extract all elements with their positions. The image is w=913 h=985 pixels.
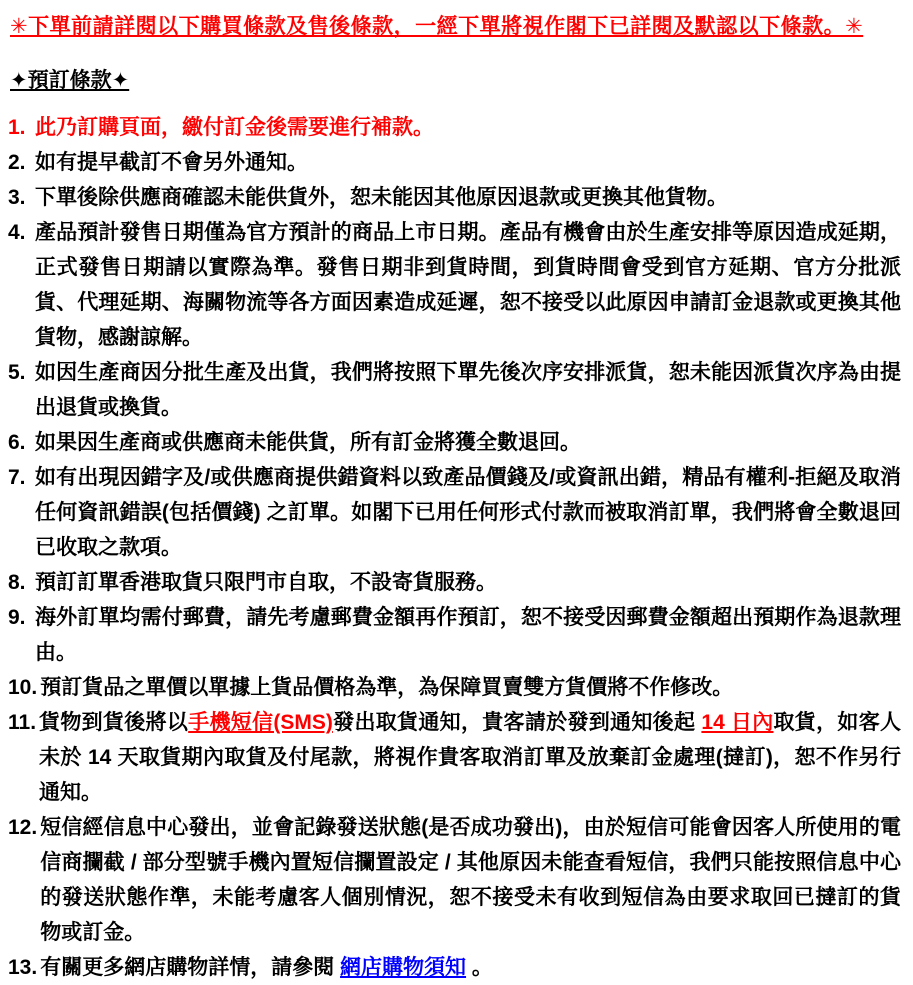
term-text-segment: 如果因生產商或供應商未能供貨，所有訂金將獲全數退回。 — [35, 431, 581, 454]
term-number: 1. — [8, 116, 26, 139]
term-text — [35, 110, 901, 145]
section-title-preorder-terms: ✦預訂條款✦ — [10, 69, 130, 92]
term-text — [40, 810, 901, 950]
term-number: 12. — [8, 816, 38, 839]
term-text-segment: 預訂訂單香港取貨只限門市自取，不設寄貨服務。 — [35, 571, 497, 594]
term-text — [40, 670, 901, 705]
terms-item-5 — [8, 355, 901, 425]
term-number: 2. — [8, 151, 26, 174]
term-text-segment: 貨物到貨後將以 — [39, 711, 189, 734]
terms-item-3 — [8, 180, 901, 215]
term-text-segment: 此乃訂購頁面，繳付訂金後需要進行補款。 — [35, 116, 434, 139]
term-number: 4. — [8, 221, 26, 244]
terms-item-4 — [8, 215, 901, 355]
term-text — [35, 565, 901, 600]
term-text-segment: 短信經信息中心發出，並會記錄發送狀態(是否成功發出)，由於短信可能會因客人所使用的電信商攔截 / 部分型號手機內置短信攔置設定 / 其他原因未能查看短信，我們只能按照信息中心的發送狀態作準，未能考慮客人個別情況，恕不接受未有收到短信為由要求取回已撻訂的貨物或訂金。 — [40, 816, 901, 944]
term-text — [40, 950, 901, 985]
terms-item-2 — [8, 145, 901, 180]
term-number: 8. — [8, 571, 26, 594]
terms-item-12 — [8, 810, 901, 950]
term-text — [35, 145, 901, 180]
term-text-segment: 下單後除供應商確認未能供貨外，恕未能因其他原因退款或更換其他貨物。 — [35, 186, 728, 209]
term-number: 5. — [8, 361, 26, 384]
term-text-segment: 如因生產商因分批生產及出貨，我們將按照下單先後次序安排派貨，恕未能因派貨次序為由提出退貨或換貨。 — [35, 361, 901, 419]
terms-item-6 — [8, 425, 901, 460]
term-text — [35, 215, 901, 355]
store-shopping-guide-link[interactable]: 網店購物須知 — [340, 956, 467, 979]
pickup-deadline-highlight: 14 日內 — [701, 711, 774, 734]
terms-list — [8, 110, 901, 985]
sms-notice-highlight: 手機短信(SMS) — [188, 711, 333, 734]
term-text-segment: 有關更多網店購物詳情，請參閱 — [40, 956, 341, 979]
term-text-segment: 。 — [466, 956, 493, 979]
pre-order-warning-notice: ✳下單前請詳閱以下購買條款及售後條款，一經下單將視作閣下已詳閱及默認以下條款。✳ — [10, 15, 864, 38]
terms-item-1 — [8, 110, 901, 145]
terms-item-7 — [8, 460, 901, 565]
term-text — [39, 705, 901, 810]
term-number: 13. — [8, 956, 38, 979]
term-text-segment: 如有出現因錯字及/或供應商提供錯資料以致產品價錢及/或資訊出錯，精品有權利-拒絕及取消任何資訊錯誤(包括價錢) 之訂單。如閣下已用任何形式付款而被取消訂單，我們將會全數退回已收取之款項。 — [35, 466, 901, 559]
term-text-segment: 預訂貨品之單價以單據上貨品價格為準，為保障買賣雙方貨價將不作修改。 — [40, 676, 734, 699]
term-text — [35, 355, 901, 425]
term-number: 11. — [8, 711, 37, 734]
terms-item-8 — [8, 565, 901, 600]
term-text-segment: 取貨，如客人未於 14 天取貨期內取貨及付尾款，將視作貴客取消訂單及放棄訂金處理(撻訂)，恕不作另行通知。 — [39, 711, 902, 804]
term-number: 9. — [8, 606, 26, 629]
term-text-segment: 發出取貨通知，貴客請於發到通知後起 — [332, 711, 702, 734]
term-text — [35, 425, 901, 460]
term-text-segment: 產品預計發售日期僅為官方預計的商品上市日期。產品有機會由於生產安排等原因造成延期，正式發售日期請以實際為準。發售日期非到貨時間，到貨時間會受到官方延期、官方分批派貨、代理延期、海關物流等各方面因素造成延遲，恕不接受以此原因申請訂金退款或更換其他貨物，感謝諒解。 — [35, 221, 901, 349]
terms-item-9 — [8, 600, 901, 670]
terms-item-13 — [8, 950, 901, 985]
term-text — [35, 600, 901, 670]
term-number: 6. — [8, 431, 26, 454]
term-text-segment: 如有提早截訂不會另外通知。 — [35, 151, 308, 174]
terms-item-10 — [8, 670, 901, 705]
terms-item-11 — [8, 705, 901, 810]
term-text — [35, 180, 901, 215]
term-text-segment: 海外訂單均需付郵費，請先考慮郵費金額再作預訂，恕不接受因郵費金額超出預期作為退款理由。 — [35, 606, 901, 664]
term-number: 7. — [8, 466, 26, 489]
term-number: 3. — [8, 186, 26, 209]
term-number: 10. — [8, 676, 38, 699]
term-text — [35, 460, 901, 565]
